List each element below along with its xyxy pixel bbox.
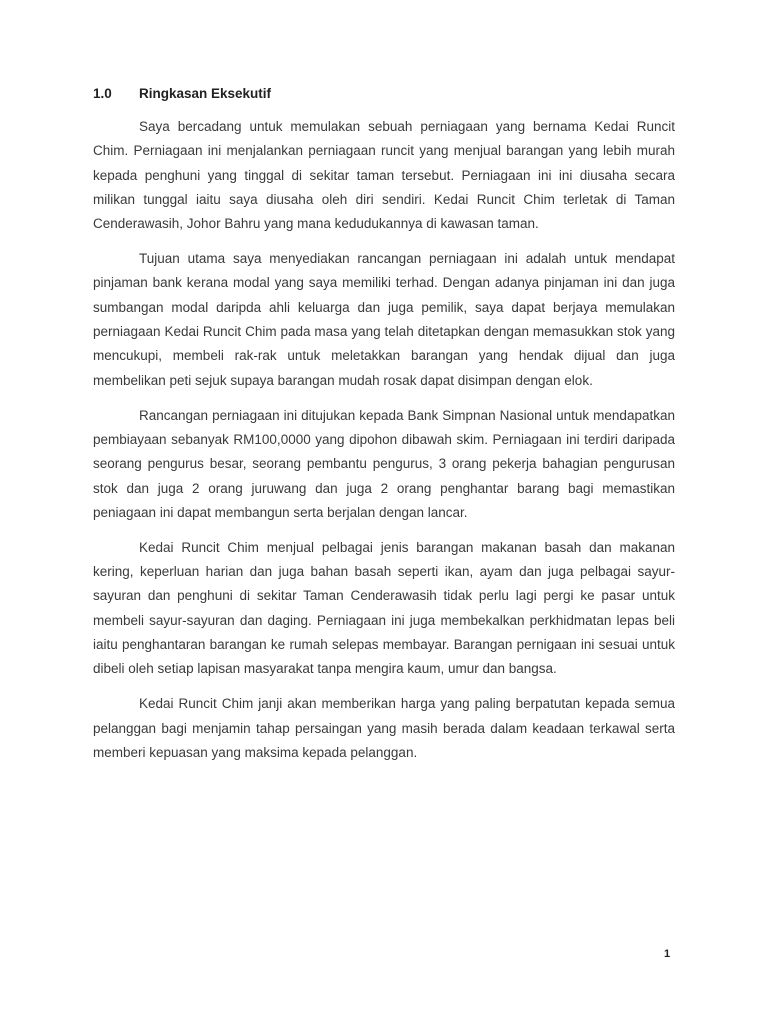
section-heading (93, 86, 271, 101)
paragraph: Rancangan perniagaan ini ditujukan kepada Bank Simpnan Nasional untuk mendapatkan pembiayaan sebanyak RM100,0000 yang dipohon dibawah skim. Perniagaan ini terdiri daripada seorang pengurus besar, seorang pembantu pengurus, 3 orang pekerja bahagian pengurusan stok dan juga 2 orang juruwang dan juga 2 orang penghantar barang bagi memastikan peniagaan ini dapat membangun serta berjalan dengan lancar. (93, 407, 675, 520)
paragraph: Tujuan utama saya menyediakan rancangan perniagaan ini adalah untuk mendapat pinjaman bank kerana modal yang saya memiliki terhad. Dengan adanya pinjaman ini dan juga sumbangan modal daripda ahli keluarga dan juga pemilik, saya dapat berjaya memulakan perniagaan Kedai Runcit Chim pada masa yang telah ditetapkan dengan memasukkan stok yang mencukupi, membeli rak-rak untuk meletakkan barangan yang hendak dijual dan juga membelikan peti sejuk supaya barangan mudah rosak dapat disimpan dengan elok. (93, 251, 675, 388)
paragraph: Kedai Runcit Chim janji akan memberikan harga yang paling berpatutan kepada semua pelanggan bagi menjamin tahap persaingan yang masih berada dalam keadaan terkawal serta memberi kepuasan yang maksima kepada pelanggan. (93, 696, 675, 760)
page-number: 1 (664, 948, 671, 960)
paragraph: Saya bercadang untuk memulakan sebuah perniagaan yang bernama Kedai Runcit Chim. Perniagaan ini menjalankan perniagaan runcit yang menjual barangan yang lebih murah kepada penghuni yang tinggal di sekitar taman tersebut. Perniagaan ini ini diusaha secara milikan tunggal iaitu saya diusaha oleh diri sendiri. Kedai Runcit Chim terletak di Taman Cenderawasih, Johor Bahru yang mana kedudukannya di kawasan taman. (93, 119, 675, 232)
body-text (93, 115, 675, 776)
section-number: 1.0 (93, 86, 112, 101)
section-title: Ringkasan Eksekutif (139, 86, 272, 101)
paragraph: Kedai Runcit Chim menjual pelbagai jenis barangan makanan basah dan makanan kering, keperluan harian dan juga bahan basah seperti ikan, ayam dan juga pelbagai sayur-sayuran dan penghuni di sekitar Taman Cenderawasih tidak perlu lagi pergi ke pasar untuk membeli sayur-sayuran dan daging. Perniagaan ini juga membekalkan perkhidmatan lepas beli iaitu penghantaran barangan ke rumah selepas membayar. Barangan pernigaan ini sesuai untuk dibeli oleh setiap lapisan masyarakat tanpa mengira kaum, umur dan bangsa. (93, 539, 675, 677)
